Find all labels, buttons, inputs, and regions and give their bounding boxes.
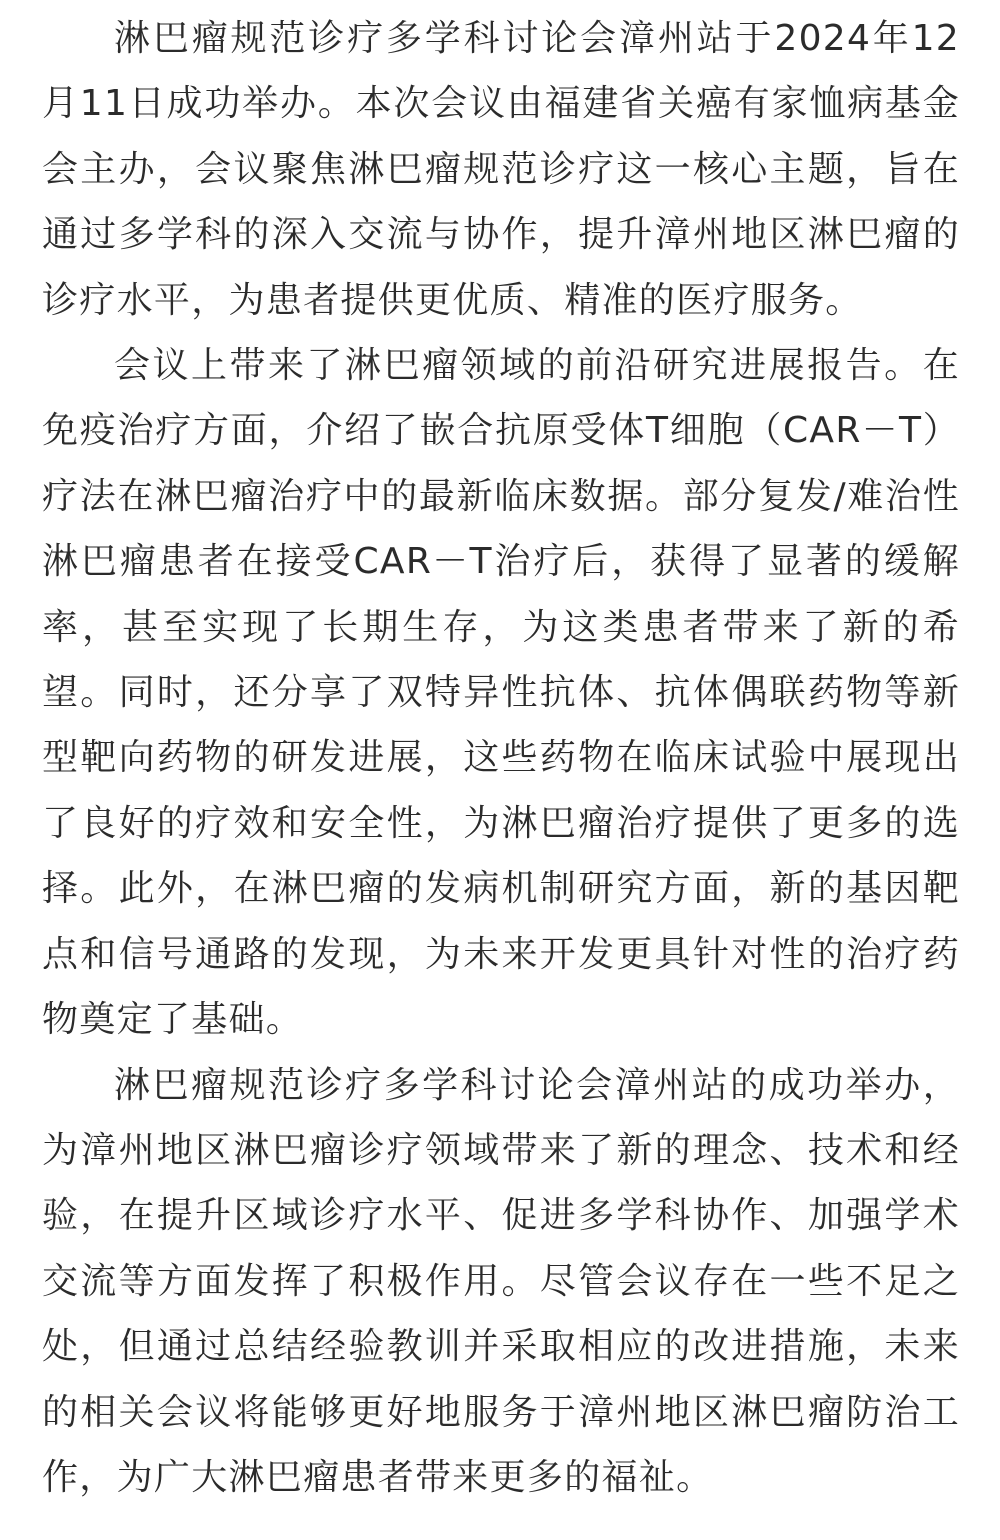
paragraph-conclusion: 淋巴瘤规范诊疗多学科讨论会漳州站的成功举办，为漳州地区淋巴瘤诊疗领域带来了新的理念、技术和经验，在提升区域诊疗水平、促进多学科协作、加强学术交流等方面发挥了积极作用。尽管会议存在一些不足之处，但通过总结经验教训并采取相应的改进措施，未来的相关会议将能够更好地服务于漳州地区淋巴瘤防治工作，为广大淋巴瘤患者带来更多的福祉。 xyxy=(42,1064,960,1498)
paragraph-research-progress: 会议上带来了淋巴瘤领域的前沿研究进展报告。在免疫治疗方面，介绍了嵌合抗原受体T细胞（CAR－T）疗法在淋巴瘤治疗中的最新临床数据。部分复发/难治性淋巴瘤患者在接受CAR－T治疗后，获得了显著的缓解率，甚至实现了长期生存，为这类患者带来了新的希望。同时，还分享了双特异性抗体、抗体偶联药物等新型靶向药物的研发进展，这些药物在临床试验中展现出了良好的疗效和安全性，为淋巴瘤治疗提供了更多的选择。此外，在淋巴瘤的发病机制研究方面，新的基因靶点和信号通路的发现，为未来开发更具针对性的治疗药物奠定了基础。 xyxy=(42,345,960,1041)
paragraph-conference-overview: 淋巴瘤规范诊疗多学科讨论会漳州站于2024年12月11日成功举办。本次会议由福建省关癌有家恤病基金会主办，会议聚焦淋巴瘤规范诊疗这一核心主题，旨在通过多学科的深入交流与协作，提升漳州地区淋巴瘤的诊疗水平，为患者提供更优质、精准的医疗服务。 xyxy=(42,18,960,321)
article-body xyxy=(42,6,960,1510)
